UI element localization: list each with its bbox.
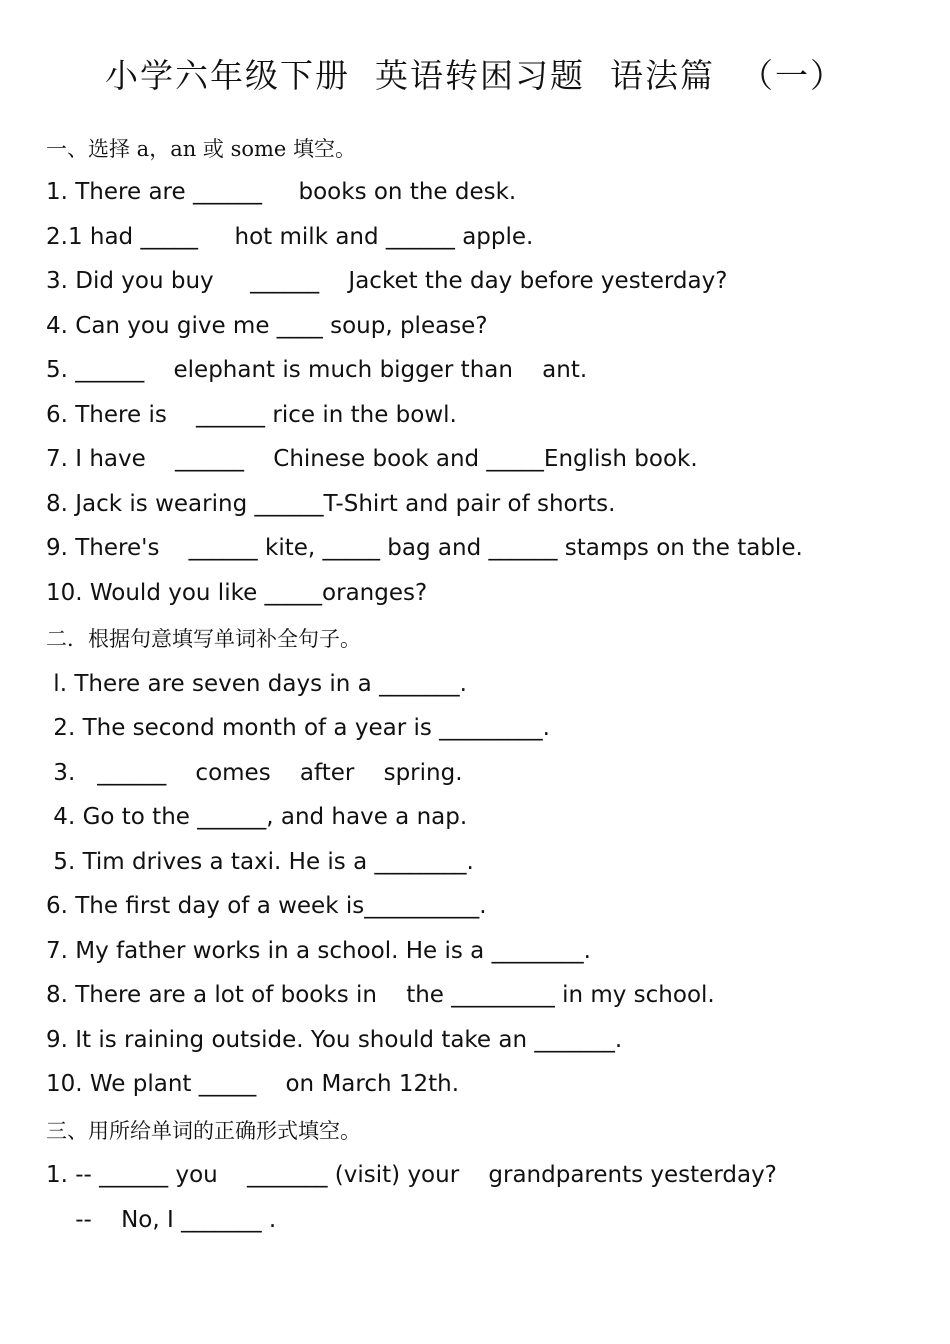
section2-item: 7. My father works in a school. He is a ________. xyxy=(46,938,591,964)
section1-item: 3. Did you buy ______ Jacket the day before yesterday? xyxy=(46,268,728,294)
section2-item: 2. The second month of a year is _________. xyxy=(46,715,550,741)
section3-item: 1. -- ______ you _______ (visit) your grandparents yesterday? xyxy=(46,1162,777,1188)
section1-item: 7. I have ______ Chinese book and _____English book. xyxy=(46,446,698,472)
section1-heading: 一、选择 a，an 或 some 填空。 xyxy=(46,137,357,161)
section3-heading: 三、用所给单词的正确形式填空。 xyxy=(46,1119,361,1143)
section2-item: 8. There are a lot of books in the _________ in my school. xyxy=(46,982,715,1008)
section2-item: l. There are seven days in a _______. xyxy=(46,671,467,697)
section2-item: 3. ______ comes after spring. xyxy=(46,760,463,786)
worksheet-title: 小学六年级下册 英语转困习题 语法篇 （一） xyxy=(105,56,845,95)
section1-item: 8. Jack is wearing ______T-Shirt and pair of shorts. xyxy=(46,491,616,517)
section1-item: 5. ______ elephant is much bigger than ant. xyxy=(46,357,588,383)
section1-item: 6. There is ______ rice in the bowl. xyxy=(46,402,457,428)
section1-item: 10. Would you like _____oranges? xyxy=(46,580,428,606)
section1-item: 4. Can you give me ____ soup, please? xyxy=(46,313,488,339)
section2-item: 10. We plant _____ on March 12th. xyxy=(46,1071,460,1097)
section2-item: 9. It is raining outside. You should take an _______. xyxy=(46,1027,623,1053)
section3-item: -- No, I _______ . xyxy=(46,1207,277,1233)
section2-heading: 二．根据句意填写单词补全句子。 xyxy=(46,627,361,651)
section1-item: 9. There's ______ kite, _____ bag and ______ stamps on the table. xyxy=(46,535,803,561)
section2-item: 4. Go to the ______, and have a nap. xyxy=(46,804,468,830)
section2-item: 5. Tim drives a taxi. He is a ________. xyxy=(46,849,474,875)
section2-item: 6. The first day of a week is__________. xyxy=(46,893,487,919)
section1-item: 2.1 had _____ hot milk and ______ apple. xyxy=(46,224,534,250)
section1-item: 1. There are ______ books on the desk. xyxy=(46,179,517,205)
